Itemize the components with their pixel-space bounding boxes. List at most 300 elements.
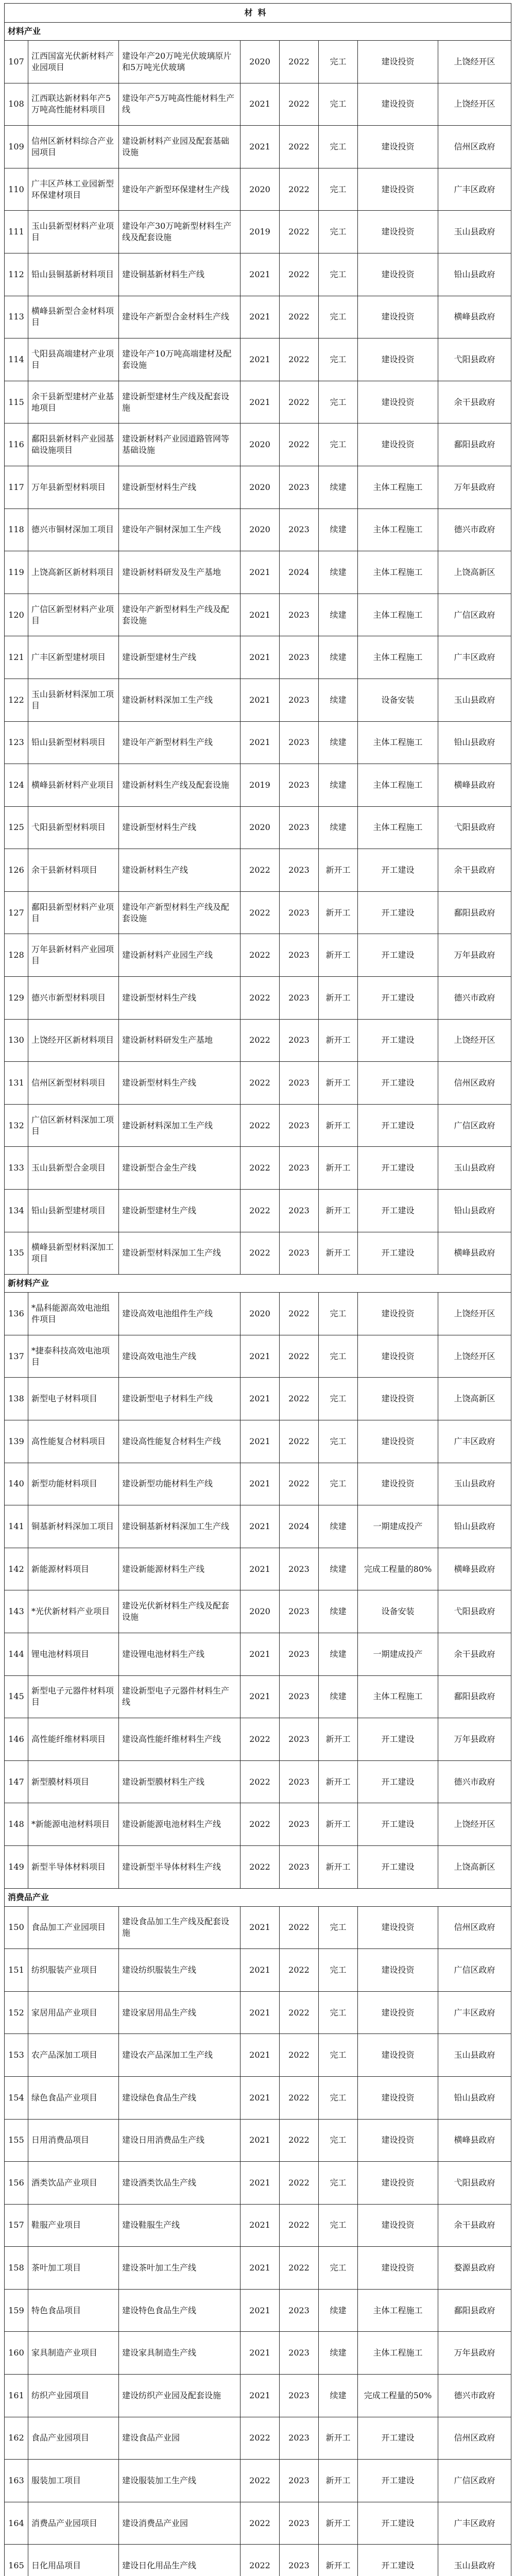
table-row bbox=[5, 1803, 511, 1846]
cell-end: 2023 bbox=[280, 2289, 319, 2332]
cell-status: 新开工 bbox=[319, 1718, 358, 1761]
table-row bbox=[5, 1505, 511, 1548]
cell-content: 建设新型建材生产线及配套设施 bbox=[119, 381, 241, 423]
table-row bbox=[5, 1991, 511, 2034]
cell-status: 新开工 bbox=[319, 977, 358, 1020]
cell-end: 2022 bbox=[280, 381, 319, 423]
cell-no: 157 bbox=[5, 2204, 28, 2247]
cell-stage: 建设投资 bbox=[358, 2204, 438, 2247]
cell-unit: 弋阳县政府 bbox=[438, 1590, 511, 1633]
table-row bbox=[5, 2034, 511, 2077]
cell-no: 123 bbox=[5, 721, 28, 764]
table-row bbox=[5, 1590, 511, 1633]
cell-name: 上饶高新区新材料项目 bbox=[28, 551, 119, 594]
cell-content: 建设纺织服装生产线 bbox=[119, 1949, 241, 1992]
table-row bbox=[5, 806, 511, 849]
cell-name: 江西联达新材料年产5万吨高性能材料项目 bbox=[28, 83, 119, 126]
cell-name: 横峰县新型合金材料项目 bbox=[28, 296, 119, 338]
cell-unit: 万年县政府 bbox=[438, 2332, 511, 2375]
table-row bbox=[5, 1760, 511, 1803]
cell-stage: 开工建设 bbox=[358, 891, 438, 934]
table-row bbox=[5, 1378, 511, 1420]
table-row bbox=[5, 2076, 511, 2119]
cell-stage: 设备安装 bbox=[358, 1590, 438, 1633]
cell-end: 2022 bbox=[280, 41, 319, 83]
cell-stage: 建设投资 bbox=[358, 83, 438, 126]
cell-status: 新开工 bbox=[319, 1147, 358, 1190]
cell-name: 德兴市新型材料项目 bbox=[28, 977, 119, 1020]
cell-name: 新型半导体材料项目 bbox=[28, 1845, 119, 1888]
cell-status: 续建 bbox=[319, 1505, 358, 1548]
cell-content: 建设新型材料生产线 bbox=[119, 977, 241, 1020]
cell-no: 128 bbox=[5, 934, 28, 977]
cell-status: 新开工 bbox=[319, 1062, 358, 1105]
cell-start: 2022 bbox=[241, 1062, 280, 1105]
cell-start: 2021 bbox=[241, 2332, 280, 2375]
cell-stage: 建设投资 bbox=[358, 41, 438, 83]
table-row bbox=[5, 83, 511, 126]
cell-status: 完工 bbox=[319, 423, 358, 466]
cell-status: 续建 bbox=[319, 721, 358, 764]
cell-name: 消费品产业园项目 bbox=[28, 2502, 119, 2545]
cell-name: 鄱阳县新材料产业园基础设施项目 bbox=[28, 423, 119, 466]
table-row bbox=[5, 1906, 511, 1949]
cell-no: 138 bbox=[5, 1378, 28, 1420]
cell-name: 横峰县新材料产业项目 bbox=[28, 764, 119, 807]
cell-name: 日化用品项目 bbox=[28, 2545, 119, 2576]
cell-start: 2021 bbox=[241, 381, 280, 423]
cell-no: 118 bbox=[5, 509, 28, 551]
cell-status: 完工 bbox=[319, 1906, 358, 1949]
cell-start: 2020 bbox=[241, 509, 280, 551]
cell-end: 2023 bbox=[280, 806, 319, 849]
cell-end: 2022 bbox=[280, 2162, 319, 2205]
cell-no: 107 bbox=[5, 41, 28, 83]
table-row bbox=[5, 466, 511, 509]
section-title: 消费品产业 bbox=[5, 1888, 511, 1906]
cell-unit: 万年县政府 bbox=[438, 466, 511, 509]
cell-no: 147 bbox=[5, 1760, 28, 1803]
cell-content: 建设新能源材料生产线 bbox=[119, 1548, 241, 1590]
cell-content: 建设新型建材生产线 bbox=[119, 636, 241, 679]
table-header-row bbox=[5, 4, 511, 23]
cell-status: 完工 bbox=[319, 1949, 358, 1992]
cell-start: 2021 bbox=[241, 83, 280, 126]
cell-name: 农产品深加工项目 bbox=[28, 2034, 119, 2077]
cell-status: 续建 bbox=[319, 1633, 358, 1675]
cell-unit: 玉山县政府 bbox=[438, 679, 511, 721]
cell-name: 酒类饮品产业项目 bbox=[28, 2162, 119, 2205]
cell-content: 建设年产5万吨高性能材料生产线 bbox=[119, 83, 241, 126]
cell-unit: 横峰县政府 bbox=[438, 764, 511, 807]
table-row bbox=[5, 1845, 511, 1888]
cell-stage: 建设投资 bbox=[358, 2034, 438, 2077]
cell-unit: 弋阳县政府 bbox=[438, 2162, 511, 2205]
cell-unit: 广信区政府 bbox=[438, 1104, 511, 1147]
cell-content: 建设新型材料生产线 bbox=[119, 466, 241, 509]
cell-content: 建设新型电子元器件材料生产线 bbox=[119, 1675, 241, 1718]
cell-unit: 德兴市政府 bbox=[438, 977, 511, 1020]
cell-stage: 开工建设 bbox=[358, 2502, 438, 2545]
cell-content: 建设年产新型环保建材生产线 bbox=[119, 168, 241, 211]
cell-no: 127 bbox=[5, 891, 28, 934]
cell-name: 食品产业园项目 bbox=[28, 2417, 119, 2460]
cell-stage: 开工建设 bbox=[358, 2417, 438, 2460]
table-row bbox=[5, 2375, 511, 2417]
cell-unit: 铅山县政府 bbox=[438, 1505, 511, 1548]
cell-end: 2023 bbox=[280, 594, 319, 636]
cell-end: 2023 bbox=[280, 2375, 319, 2417]
cell-end: 2022 bbox=[280, 211, 319, 253]
cell-no: 126 bbox=[5, 849, 28, 892]
cell-start: 2022 bbox=[241, 1760, 280, 1803]
cell-unit: 广丰区政府 bbox=[438, 636, 511, 679]
cell-status: 续建 bbox=[319, 509, 358, 551]
cell-end: 2023 bbox=[280, 849, 319, 892]
table-row bbox=[5, 1718, 511, 1761]
cell-content: 建设日用消费品生产线 bbox=[119, 2119, 241, 2162]
cell-name: 万年县新型材料项目 bbox=[28, 466, 119, 509]
cell-content: 建设年产新型合金材料生产线 bbox=[119, 296, 241, 338]
cell-name: 新能源材料项目 bbox=[28, 1548, 119, 1590]
cell-end: 2022 bbox=[280, 296, 319, 338]
cell-content: 建设年产铜材深加工生产线 bbox=[119, 509, 241, 551]
cell-start: 2021 bbox=[241, 594, 280, 636]
cell-start: 2022 bbox=[241, 1845, 280, 1888]
cell-unit: 铅山县政府 bbox=[438, 2076, 511, 2119]
cell-content: 建设新材料研发及生产基地 bbox=[119, 551, 241, 594]
cell-name: 特色食品项目 bbox=[28, 2289, 119, 2332]
cell-status: 完工 bbox=[319, 296, 358, 338]
cell-content: 建设光伏新材料生产线及配套设施 bbox=[119, 1590, 241, 1633]
cell-unit: 鄱阳县政府 bbox=[438, 891, 511, 934]
table-row bbox=[5, 1420, 511, 1463]
cell-status: 新开工 bbox=[319, 1019, 358, 1062]
cell-start: 2022 bbox=[241, 2545, 280, 2576]
cell-start: 2021 bbox=[241, 636, 280, 679]
cell-name: 食品加工产业园项目 bbox=[28, 1906, 119, 1949]
cell-end: 2023 bbox=[280, 1803, 319, 1846]
cell-no: 134 bbox=[5, 1190, 28, 1232]
section-header-row bbox=[5, 23, 511, 41]
cell-start: 2020 bbox=[241, 423, 280, 466]
cell-no: 153 bbox=[5, 2034, 28, 2077]
cell-unit: 上饶经开区 bbox=[438, 1293, 511, 1335]
cell-unit: 鄱阳县政府 bbox=[438, 1675, 511, 1718]
table-row bbox=[5, 2502, 511, 2545]
table-row bbox=[5, 1232, 511, 1275]
cell-status: 续建 bbox=[319, 551, 358, 594]
cell-status: 续建 bbox=[319, 2375, 358, 2417]
cell-start: 2021 bbox=[241, 2375, 280, 2417]
cell-stage: 一期建成投产 bbox=[358, 1505, 438, 1548]
cell-unit: 万年县政府 bbox=[438, 934, 511, 977]
cell-unit: 广信区政府 bbox=[438, 594, 511, 636]
cell-content: 建设新型材料生产线 bbox=[119, 1062, 241, 1105]
cell-stage: 建设投资 bbox=[358, 1991, 438, 2034]
cell-end: 2022 bbox=[280, 1949, 319, 1992]
cell-content: 建设日化用品生产线 bbox=[119, 2545, 241, 2576]
cell-stage: 设备安装 bbox=[358, 679, 438, 721]
cell-content: 建设高性能复合材料生产线 bbox=[119, 1420, 241, 1463]
cell-no: 130 bbox=[5, 1019, 28, 1062]
cell-unit: 鄱阳县政府 bbox=[438, 2289, 511, 2332]
cell-status: 新开工 bbox=[319, 2545, 358, 2576]
cell-unit: 余干县政府 bbox=[438, 849, 511, 892]
cell-unit: 信州区政府 bbox=[438, 2417, 511, 2460]
cell-unit: 上饶经开区 bbox=[438, 1803, 511, 1846]
cell-status: 续建 bbox=[319, 466, 358, 509]
cell-unit: 德兴市政府 bbox=[438, 509, 511, 551]
table-row bbox=[5, 1190, 511, 1232]
cell-status: 完工 bbox=[319, 2076, 358, 2119]
table-row bbox=[5, 1062, 511, 1105]
cell-content: 建设新型半导体材料生产线 bbox=[119, 1845, 241, 1888]
cell-content: 建设高效电池组件生产线 bbox=[119, 1293, 241, 1335]
cell-end: 2022 bbox=[280, 168, 319, 211]
cell-stage: 完成工程量的80% bbox=[358, 1548, 438, 1590]
cell-content: 建设新材料研发生产基地 bbox=[119, 1019, 241, 1062]
cell-no: 148 bbox=[5, 1803, 28, 1846]
cell-no: 139 bbox=[5, 1420, 28, 1463]
cell-start: 2022 bbox=[241, 934, 280, 977]
cell-content: 建设新材料生产线及配套设施 bbox=[119, 764, 241, 807]
cell-unit: 铅山县政府 bbox=[438, 253, 511, 296]
cell-stage: 开工建设 bbox=[358, 1062, 438, 1105]
cell-stage: 主体工程施工 bbox=[358, 466, 438, 509]
cell-end: 2023 bbox=[280, 2332, 319, 2375]
cell-end: 2022 bbox=[280, 1293, 319, 1335]
cell-end: 2023 bbox=[280, 466, 319, 509]
cell-unit: 广丰区政府 bbox=[438, 168, 511, 211]
table-row bbox=[5, 1949, 511, 1992]
cell-end: 2023 bbox=[280, 1675, 319, 1718]
cell-stage: 建设投资 bbox=[358, 338, 438, 381]
cell-unit: 弋阳县政府 bbox=[438, 338, 511, 381]
cell-start: 2021 bbox=[241, 2162, 280, 2205]
cell-stage: 开工建设 bbox=[358, 1718, 438, 1761]
cell-name: 横峰县新型材料深加工项目 bbox=[28, 1232, 119, 1275]
cell-stage: 建设投资 bbox=[358, 2247, 438, 2290]
cell-unit: 上饶经开区 bbox=[438, 83, 511, 126]
cell-start: 2021 bbox=[241, 1420, 280, 1463]
cell-start: 2022 bbox=[241, 1147, 280, 1190]
cell-start: 2021 bbox=[241, 1633, 280, 1675]
table-row bbox=[5, 168, 511, 211]
cell-status: 完工 bbox=[319, 2034, 358, 2077]
cell-name: 弋阳县高端建材产业项目 bbox=[28, 338, 119, 381]
cell-status: 续建 bbox=[319, 1548, 358, 1590]
table-row bbox=[5, 977, 511, 1020]
cell-end: 2023 bbox=[280, 2502, 319, 2545]
cell-end: 2022 bbox=[280, 1463, 319, 1505]
cell-content: 建设新能源电池材料生产线 bbox=[119, 1803, 241, 1846]
cell-name: 江西国富光伏新材料产业园项目 bbox=[28, 41, 119, 83]
cell-start: 2021 bbox=[241, 253, 280, 296]
table-row bbox=[5, 1633, 511, 1675]
cell-stage: 开工建设 bbox=[358, 1760, 438, 1803]
cell-name: *捷泰科技高效电池项目 bbox=[28, 1335, 119, 1378]
cell-start: 2021 bbox=[241, 551, 280, 594]
cell-start: 2021 bbox=[241, 1991, 280, 2034]
cell-start: 2020 bbox=[241, 41, 280, 83]
cell-no: 113 bbox=[5, 296, 28, 338]
cell-stage: 开工建设 bbox=[358, 849, 438, 892]
cell-start: 2022 bbox=[241, 891, 280, 934]
cell-start: 2021 bbox=[241, 296, 280, 338]
cell-no: 150 bbox=[5, 1906, 28, 1949]
cell-start: 2021 bbox=[241, 1675, 280, 1718]
cell-start: 2021 bbox=[241, 2076, 280, 2119]
cell-no: 121 bbox=[5, 636, 28, 679]
table-row bbox=[5, 934, 511, 977]
cell-status: 新开工 bbox=[319, 1845, 358, 1888]
cell-end: 2022 bbox=[280, 1420, 319, 1463]
cell-status: 新开工 bbox=[319, 849, 358, 892]
cell-content: 建设食品产业园 bbox=[119, 2417, 241, 2460]
cell-status: 续建 bbox=[319, 679, 358, 721]
cell-unit: 玉山县政府 bbox=[438, 211, 511, 253]
cell-no: 135 bbox=[5, 1232, 28, 1275]
cell-stage: 完成工程量的50% bbox=[358, 2375, 438, 2417]
cell-start: 2022 bbox=[241, 1190, 280, 1232]
cell-content: 建设家居用品生产线 bbox=[119, 1991, 241, 2034]
cell-start: 2021 bbox=[241, 1906, 280, 1949]
cell-no: 124 bbox=[5, 764, 28, 807]
cell-no: 140 bbox=[5, 1463, 28, 1505]
cell-no: 137 bbox=[5, 1335, 28, 1378]
cell-unit: 弋阳县政府 bbox=[438, 806, 511, 849]
cell-unit: 婺源县政府 bbox=[438, 2247, 511, 2290]
cell-end: 2022 bbox=[280, 1991, 319, 2034]
cell-start: 2021 bbox=[241, 126, 280, 168]
cell-end: 2022 bbox=[280, 1906, 319, 1949]
cell-status: 完工 bbox=[319, 41, 358, 83]
cell-name: 新型电子材料项目 bbox=[28, 1378, 119, 1420]
table-row bbox=[5, 2162, 511, 2205]
cell-status: 完工 bbox=[319, 1293, 358, 1335]
cell-unit: 德兴市政府 bbox=[438, 2375, 511, 2417]
cell-start: 2022 bbox=[241, 1019, 280, 1062]
cell-name: 日用消费品项目 bbox=[28, 2119, 119, 2162]
cell-content: 建设纺织产业园及配套设施 bbox=[119, 2375, 241, 2417]
cell-no: 162 bbox=[5, 2417, 28, 2460]
cell-content: 建设茶叶加工生产线 bbox=[119, 2247, 241, 2290]
cell-no: 160 bbox=[5, 2332, 28, 2375]
table-row bbox=[5, 1147, 511, 1190]
cell-end: 2023 bbox=[280, 1062, 319, 1105]
cell-unit: 玉山县政府 bbox=[438, 2545, 511, 2576]
cell-start: 2022 bbox=[241, 1104, 280, 1147]
table-row bbox=[5, 764, 511, 807]
cell-end: 2022 bbox=[280, 253, 319, 296]
cell-end: 2023 bbox=[280, 2460, 319, 2502]
cell-start: 2020 bbox=[241, 806, 280, 849]
cell-stage: 建设投资 bbox=[358, 2076, 438, 2119]
cell-end: 2023 bbox=[280, 1232, 319, 1275]
table-row bbox=[5, 2460, 511, 2502]
cell-start: 2021 bbox=[241, 1335, 280, 1378]
cell-stage: 主体工程施工 bbox=[358, 721, 438, 764]
cell-start: 2021 bbox=[241, 679, 280, 721]
cell-content: 建设年产新型材料生产线及配套设施 bbox=[119, 891, 241, 934]
cell-stage: 开工建设 bbox=[358, 1190, 438, 1232]
cell-start: 2020 bbox=[241, 1293, 280, 1335]
cell-unit: 广信区政府 bbox=[438, 1949, 511, 1992]
cell-start: 2021 bbox=[241, 2289, 280, 2332]
cell-status: 完工 bbox=[319, 1991, 358, 2034]
cell-end: 2023 bbox=[280, 1548, 319, 1590]
cell-stage: 建设投资 bbox=[358, 1293, 438, 1335]
cell-end: 2022 bbox=[280, 2247, 319, 2290]
table-row bbox=[5, 2289, 511, 2332]
cell-content: 建设新型建材生产线 bbox=[119, 1190, 241, 1232]
cell-unit: 德兴市政府 bbox=[438, 1760, 511, 1803]
cell-start: 2022 bbox=[241, 2502, 280, 2545]
cell-name: 鞋服产业项目 bbox=[28, 2204, 119, 2247]
cell-name: *新能源电池材料项目 bbox=[28, 1803, 119, 1846]
cell-name: *光伏新材料产业项目 bbox=[28, 1590, 119, 1633]
cell-name: 余干县新材料项目 bbox=[28, 849, 119, 892]
table-row bbox=[5, 1463, 511, 1505]
cell-name: 广信区新型材料产业项目 bbox=[28, 594, 119, 636]
cell-no: 141 bbox=[5, 1505, 28, 1548]
table-row bbox=[5, 2204, 511, 2247]
cell-name: 服装加工项目 bbox=[28, 2460, 119, 2502]
cell-content: 建设绿色食品生产线 bbox=[119, 2076, 241, 2119]
cell-unit: 玉山县政府 bbox=[438, 2034, 511, 2077]
cell-no: 114 bbox=[5, 338, 28, 381]
cell-start: 2021 bbox=[241, 1463, 280, 1505]
cell-status: 新开工 bbox=[319, 2460, 358, 2502]
cell-no: 129 bbox=[5, 977, 28, 1020]
cell-content: 建设新材料深加工生产线 bbox=[119, 679, 241, 721]
cell-end: 2023 bbox=[280, 1590, 319, 1633]
cell-unit: 广丰区政府 bbox=[438, 1420, 511, 1463]
cell-status: 完工 bbox=[319, 168, 358, 211]
cell-start: 2021 bbox=[241, 2119, 280, 2162]
cell-name: 高性能复合材料项目 bbox=[28, 1420, 119, 1463]
cell-start: 2021 bbox=[241, 2034, 280, 2077]
table-row bbox=[5, 2247, 511, 2290]
table-row bbox=[5, 381, 511, 423]
cell-content: 建设新型功能材料生产线 bbox=[119, 1463, 241, 1505]
cell-status: 完工 bbox=[319, 83, 358, 126]
cell-stage: 主体工程施工 bbox=[358, 509, 438, 551]
cell-content: 建设新材料生产线 bbox=[119, 849, 241, 892]
cell-end: 2022 bbox=[280, 2119, 319, 2162]
cell-status: 新开工 bbox=[319, 2417, 358, 2460]
cell-unit: 上饶高新区 bbox=[438, 1378, 511, 1420]
cell-stage: 开工建设 bbox=[358, 1232, 438, 1275]
cell-start: 2021 bbox=[241, 338, 280, 381]
table-row bbox=[5, 41, 511, 83]
cell-start: 2022 bbox=[241, 849, 280, 892]
cell-start: 2019 bbox=[241, 764, 280, 807]
cell-end: 2023 bbox=[280, 934, 319, 977]
cell-end: 2023 bbox=[280, 1019, 319, 1062]
cell-stage: 开工建设 bbox=[358, 934, 438, 977]
cell-unit: 上饶经开区 bbox=[438, 41, 511, 83]
table-row bbox=[5, 2119, 511, 2162]
cell-content: 建设年产新型材料生产线 bbox=[119, 721, 241, 764]
cell-unit: 余干县政府 bbox=[438, 381, 511, 423]
cell-stage: 主体工程施工 bbox=[358, 2289, 438, 2332]
cell-status: 新开工 bbox=[319, 1760, 358, 1803]
cell-content: 建设年产20万吨光伏玻璃原片和5万吨光伏玻璃 bbox=[119, 41, 241, 83]
cell-content: 建设食品加工生产线及配套设施 bbox=[119, 1906, 241, 1949]
section-header-row bbox=[5, 1275, 511, 1293]
